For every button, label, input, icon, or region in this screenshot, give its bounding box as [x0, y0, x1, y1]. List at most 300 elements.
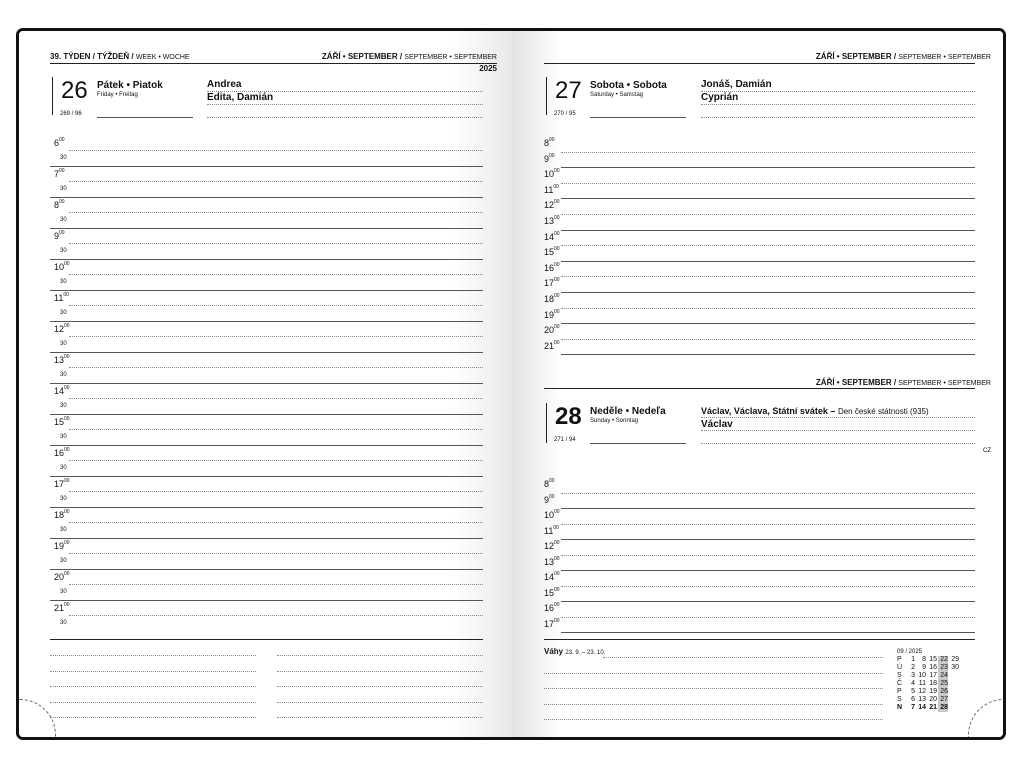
hour-dotted-line — [69, 553, 483, 554]
calendar-date: 12 — [918, 688, 926, 695]
note-line — [603, 657, 883, 658]
hour-dotted-line — [69, 274, 483, 275]
holiday-line: Václav, Václava, Státní svátek – Den české státnosti (935) — [701, 406, 929, 416]
calendar-day-letter: P — [897, 656, 902, 663]
nameday-line-1: Jonáš, Damián — [701, 79, 772, 90]
hour-label — [54, 262, 70, 272]
hour-dotted-line — [69, 522, 483, 523]
note-line — [50, 686, 256, 687]
half-hour-label: 30 — [60, 341, 67, 347]
note-line — [50, 702, 256, 703]
hour-minutes: 00 — [64, 447, 70, 453]
day-number: 26 — [61, 77, 88, 104]
half-hour-label: 30 — [60, 620, 67, 626]
nameday-line-1: Andrea — [207, 79, 242, 90]
hour-line — [561, 601, 975, 602]
hour-number: 13 — [54, 355, 65, 365]
hour-label — [54, 448, 70, 458]
nameday-dots — [701, 91, 975, 92]
hour-dotted-line — [69, 367, 483, 368]
hour-line — [561, 183, 975, 184]
month-header: ZÁŘÍ • SEPTEMBER / SEPTEMBER • SEPTEMBER — [815, 52, 991, 61]
hour-label — [544, 572, 560, 582]
hour-label — [544, 216, 560, 226]
hour-minutes: 00 — [549, 493, 555, 500]
hour-minutes: 00 — [554, 324, 560, 331]
day-index: 270 / 95 — [554, 111, 576, 117]
calendar-date: 13 — [918, 696, 926, 703]
calendar-date: 26 — [938, 688, 948, 696]
calendar-row — [897, 688, 961, 696]
hour-label — [544, 278, 560, 288]
hour-line — [561, 198, 975, 199]
hour-solid-line — [50, 290, 483, 291]
hour-label — [544, 557, 560, 567]
hour-line — [561, 214, 975, 215]
hour-line — [561, 555, 975, 556]
hour-line — [561, 632, 975, 633]
hour-label — [544, 325, 560, 335]
hour-solid-line — [50, 600, 483, 601]
hour-minutes: 00 — [554, 571, 560, 577]
hour-minutes: 00 — [64, 416, 70, 422]
hour-number: 13 — [544, 556, 555, 567]
hour-label — [544, 200, 560, 210]
day-index: 269 / 96 — [60, 111, 82, 117]
half-hour-label: 30 — [60, 186, 67, 192]
day-bar — [52, 77, 53, 115]
hour-minutes: 00 — [64, 323, 70, 329]
hour-minutes: 00 — [64, 385, 70, 391]
hour-number: 8 — [54, 200, 60, 210]
left-page — [19, 31, 513, 737]
hour-label — [54, 386, 70, 396]
hour-label — [544, 541, 560, 551]
hour-label — [544, 479, 555, 489]
hour-solid-line — [50, 197, 483, 198]
hour-number: 9 — [544, 494, 550, 505]
nameday-dots — [701, 430, 975, 431]
hour-number: 20 — [54, 572, 65, 582]
nameday-line-2: Václav — [701, 419, 733, 430]
half-hour-label: 30 — [60, 496, 67, 502]
hour-number: 19 — [544, 309, 555, 320]
calendar-row — [897, 656, 961, 664]
hour-line — [561, 308, 975, 309]
calendar-date: 24 — [938, 672, 948, 680]
calendar-date: 9 — [922, 664, 926, 671]
hour-dotted-line — [69, 212, 483, 213]
hour-label — [544, 294, 560, 304]
half-hour-label: 30 — [60, 434, 67, 440]
calendar-date: 5 — [911, 688, 915, 695]
hour-line — [561, 339, 975, 340]
half-hour-label: 30 — [60, 217, 67, 223]
hour-minutes: 00 — [554, 308, 560, 315]
calendar-row — [897, 664, 961, 672]
hour-label — [544, 341, 560, 351]
mini-calendar-title: 09 / 2025 — [897, 649, 923, 655]
note-line — [544, 688, 883, 689]
note-line — [277, 655, 483, 656]
hour-number: 17 — [544, 618, 555, 629]
hour-number: 16 — [544, 603, 555, 613]
hour-label — [54, 200, 65, 210]
hour-minutes: 00 — [554, 261, 560, 268]
header-rule-2 — [544, 388, 975, 389]
calendar-day-letter: S — [897, 696, 902, 703]
nameday-dots — [701, 443, 975, 444]
half-hour-label: 30 — [60, 589, 67, 595]
hour-number: 15 — [544, 247, 555, 258]
calendar-date: 22 — [938, 656, 948, 664]
hour-line — [561, 245, 975, 246]
day-bar — [546, 403, 547, 443]
corner-pocket — [16, 699, 56, 740]
note-line — [277, 702, 483, 703]
hour-label — [54, 510, 70, 520]
calendar-date: 25 — [938, 680, 948, 688]
hour-solid-line — [50, 352, 483, 353]
hour-number: 18 — [54, 510, 65, 520]
hour-minutes: 00 — [59, 199, 65, 205]
hour-minutes: 00 — [64, 571, 70, 577]
hour-number: 10 — [544, 510, 555, 520]
hour-number: 13 — [544, 216, 555, 226]
hour-line — [561, 323, 975, 324]
hour-label — [54, 355, 70, 365]
hour-dotted-line — [69, 181, 483, 182]
hour-line — [561, 493, 975, 494]
hour-number: 14 — [54, 386, 65, 396]
hour-line — [561, 539, 975, 540]
hour-number: 16 — [544, 262, 555, 273]
half-hour-label: 30 — [60, 279, 67, 285]
hour-solid-line — [50, 538, 483, 539]
hour-label — [54, 603, 70, 613]
day-underline — [590, 117, 686, 118]
hour-label — [54, 572, 70, 582]
calendar-date: 11 — [918, 680, 926, 687]
hour-number: 19 — [54, 541, 65, 551]
hour-minutes: 00 — [64, 478, 70, 484]
hour-number: 7 — [54, 169, 60, 179]
calendar-row — [897, 680, 961, 688]
hour-line — [561, 230, 975, 231]
hour-dotted-line — [69, 336, 483, 337]
hour-minutes: 00 — [554, 199, 560, 206]
hour-dotted-line — [69, 243, 483, 244]
hour-minutes: 00 — [554, 293, 560, 299]
hour-minutes: 00 — [64, 261, 70, 267]
bottom-rule — [50, 639, 483, 640]
half-hour-label: 30 — [60, 372, 67, 378]
hour-minutes: 00 — [553, 524, 559, 531]
half-hour-label: 30 — [60, 155, 67, 161]
mini-calendar — [897, 648, 961, 712]
hour-minutes: 00 — [553, 183, 559, 190]
calendar-day-letter: Č — [897, 680, 903, 687]
hour-label — [54, 293, 69, 303]
hour-solid-line — [50, 228, 483, 229]
hour-minutes: 00 — [549, 152, 555, 159]
calendar-row — [897, 672, 961, 680]
day-index: 271 / 94 — [554, 437, 576, 443]
half-hour-label: 30 — [60, 465, 67, 471]
calendar-day-letter: Ú — [897, 664, 903, 671]
hour-number: 11 — [54, 293, 64, 303]
hour-number: 12 — [544, 200, 555, 211]
hour-minutes: 00 — [554, 339, 560, 346]
hour-number: 15 — [544, 587, 555, 598]
calendar-date: 2 — [911, 664, 915, 671]
calendar-date: 19 — [929, 688, 937, 695]
calendar-date: 14 — [918, 704, 926, 711]
header-rule — [50, 63, 497, 64]
month-header-2: ZÁŘÍ • SEPTEMBER / SEPTEMBER • SEPTEMBER — [815, 378, 991, 387]
hour-solid-line — [50, 507, 483, 508]
calendar-date: 17 — [929, 672, 937, 679]
hour-minutes: 00 — [554, 555, 560, 562]
hour-line — [561, 570, 975, 571]
hour-dotted-line — [69, 491, 483, 492]
hour-dotted-line — [69, 460, 483, 461]
diary-spread — [16, 28, 1006, 740]
hour-label — [544, 232, 560, 242]
calendar-date: 21 — [929, 704, 937, 711]
nameday-dots — [701, 417, 975, 418]
hour-line — [561, 261, 975, 262]
calendar-date: 16 — [929, 664, 937, 671]
hour-label — [544, 247, 560, 257]
hour-number: 9 — [544, 153, 550, 164]
day-subname: Sunday • Sonntag — [590, 418, 639, 424]
nameday-dots — [207, 104, 483, 105]
hour-number: 12 — [54, 324, 65, 334]
hour-label — [54, 231, 65, 241]
half-hour-label: 30 — [60, 558, 67, 564]
calendar-date: 10 — [918, 672, 926, 679]
hour-line — [561, 292, 975, 293]
hour-minutes: 00 — [63, 292, 69, 298]
hour-solid-line — [50, 569, 483, 570]
hour-label — [54, 479, 70, 489]
bottom-rule — [544, 639, 975, 640]
hour-label — [54, 138, 65, 148]
hour-label — [544, 588, 560, 598]
hour-minutes: 00 — [554, 230, 560, 237]
hour-minutes: 00 — [554, 215, 560, 221]
calendar-date: 7 — [911, 704, 915, 711]
hour-dotted-line — [69, 398, 483, 399]
hour-solid-line — [50, 414, 483, 415]
hour-solid-line — [50, 476, 483, 477]
hour-minutes: 00 — [554, 509, 560, 515]
day-name: Pátek • Piatok — [97, 80, 163, 91]
day-number: 28 — [555, 403, 582, 430]
calendar-date: 30 — [951, 664, 959, 671]
nameday-line-2: Edita, Damián — [207, 92, 274, 103]
month-header: ZÁŘÍ • SEPTEMBER / SEPTEMBER • SEPTEMBER — [321, 52, 497, 61]
right-page — [513, 31, 1003, 737]
note-line — [50, 671, 256, 672]
half-hour-label: 30 — [60, 527, 67, 533]
calendar-date: 27 — [938, 696, 948, 704]
hour-label — [54, 541, 70, 551]
hour-label — [544, 263, 560, 273]
hour-number: 16 — [54, 448, 65, 458]
hour-number: 18 — [544, 294, 555, 304]
hour-number: 9 — [54, 231, 60, 241]
calendar-date: 4 — [911, 680, 915, 687]
hour-label — [54, 417, 70, 427]
note-line — [277, 671, 483, 672]
hour-number: 20 — [544, 325, 555, 336]
hour-line — [561, 508, 975, 509]
calendar-day-letter: N — [897, 704, 903, 711]
note-line — [50, 717, 256, 718]
hour-number: 21 — [54, 603, 65, 613]
week-header: 39. TÝDEN / TÝŽDEŇ / WEEK • WOCHE — [50, 52, 190, 61]
nameday-dots — [701, 117, 975, 118]
hour-minutes: 00 — [64, 509, 70, 515]
hour-number: 14 — [544, 231, 555, 242]
hour-minutes: 00 — [549, 137, 555, 143]
note-line — [277, 686, 483, 687]
calendar-date: 3 — [911, 672, 915, 679]
hour-label — [544, 310, 560, 320]
day-name: Sobota • Sobota — [590, 80, 667, 91]
hour-number: 11 — [544, 184, 554, 195]
hour-number: 14 — [544, 572, 555, 582]
hour-minutes: 00 — [59, 230, 65, 236]
calendar-date: 15 — [929, 656, 937, 663]
hour-minutes: 00 — [64, 354, 70, 360]
day-bar — [546, 77, 547, 115]
hour-label — [544, 138, 555, 148]
half-hour-label: 30 — [60, 310, 67, 316]
hour-label — [544, 495, 555, 505]
hour-dotted-line — [69, 150, 483, 151]
calendar-date: 1 — [911, 656, 915, 663]
hour-label — [54, 169, 65, 179]
hour-minutes: 00 — [554, 602, 560, 608]
day-name: Neděle • Nedeľa — [590, 406, 666, 417]
calendar-row — [897, 704, 961, 712]
hour-line — [561, 167, 975, 168]
hour-dotted-line — [69, 429, 483, 430]
hour-number: 11 — [544, 525, 554, 536]
calendar-row — [897, 696, 961, 704]
hour-number: 12 — [544, 541, 555, 551]
hour-label — [544, 619, 560, 629]
year-label: 2025 — [479, 64, 497, 73]
hour-minutes: 00 — [554, 277, 560, 284]
calendar-date: 8 — [922, 656, 926, 663]
hour-line — [561, 276, 975, 277]
calendar-date: 23 — [938, 664, 948, 672]
hour-dotted-line — [69, 305, 483, 306]
note-line — [50, 655, 256, 656]
hour-solid-line — [50, 383, 483, 384]
hour-dotted-line — [69, 584, 483, 585]
calendar-date: 29 — [951, 656, 959, 663]
hour-label — [544, 185, 559, 195]
country-code: CZ — [983, 448, 991, 454]
hour-dotted-line — [69, 615, 483, 616]
note-line — [277, 717, 483, 718]
hour-minutes: 00 — [554, 586, 560, 593]
calendar-day-letter: P — [897, 688, 902, 695]
hour-line — [561, 152, 975, 153]
hour-label — [544, 510, 560, 520]
hour-minutes: 00 — [554, 540, 560, 546]
hour-minutes: 00 — [549, 478, 555, 484]
hour-number: 10 — [544, 169, 555, 180]
hour-solid-line — [50, 445, 483, 446]
hour-number: 10 — [54, 262, 65, 272]
header-rule — [544, 63, 975, 64]
half-hour-label: 30 — [60, 403, 67, 409]
hour-line — [561, 617, 975, 618]
hour-line — [561, 586, 975, 587]
calendar-date: 20 — [929, 696, 937, 703]
hour-number: 17 — [54, 479, 65, 489]
hour-number: 17 — [544, 278, 555, 289]
hour-label — [544, 169, 560, 179]
hour-number: 15 — [54, 417, 65, 427]
day-underline — [97, 117, 193, 118]
hour-minutes: 00 — [554, 246, 560, 253]
corner-pocket — [968, 699, 1006, 740]
hour-solid-line — [50, 259, 483, 260]
zodiac-label: Váhy 23. 9. – 23. 10. — [544, 647, 606, 656]
hour-minutes: 00 — [554, 617, 560, 624]
hour-number: 21 — [544, 340, 555, 351]
day-subname: Friday • Freitag — [97, 92, 138, 98]
hour-solid-line — [50, 166, 483, 167]
hour-minutes: 00 — [64, 602, 70, 608]
note-line — [544, 704, 883, 705]
half-hour-label: 30 — [60, 248, 67, 254]
note-line — [544, 719, 883, 720]
calendar-day-letter: S — [897, 672, 902, 679]
hour-label — [544, 603, 560, 613]
day-underline — [590, 443, 686, 444]
hour-minutes: 00 — [554, 168, 560, 175]
hour-minutes: 00 — [59, 168, 65, 174]
hour-label — [544, 154, 555, 164]
hour-minutes: 00 — [64, 540, 70, 546]
calendar-date: 28 — [938, 704, 948, 712]
hour-number: 8 — [544, 479, 550, 489]
hour-minutes: 00 — [59, 137, 65, 143]
hour-solid-line — [50, 321, 483, 322]
hour-label — [54, 324, 70, 334]
note-line — [544, 673, 883, 674]
calendar-date: 6 — [911, 696, 915, 703]
calendar-date: 18 — [929, 680, 937, 687]
hour-line — [561, 524, 975, 525]
day-number: 27 — [555, 77, 582, 104]
nameday-dots — [207, 117, 483, 118]
nameday-dots — [701, 104, 975, 105]
hour-line — [561, 354, 975, 355]
day-subname: Saturday • Samstag — [590, 92, 644, 98]
hour-number: 6 — [54, 138, 60, 148]
hour-label — [544, 526, 559, 536]
hour-number: 8 — [544, 138, 550, 148]
